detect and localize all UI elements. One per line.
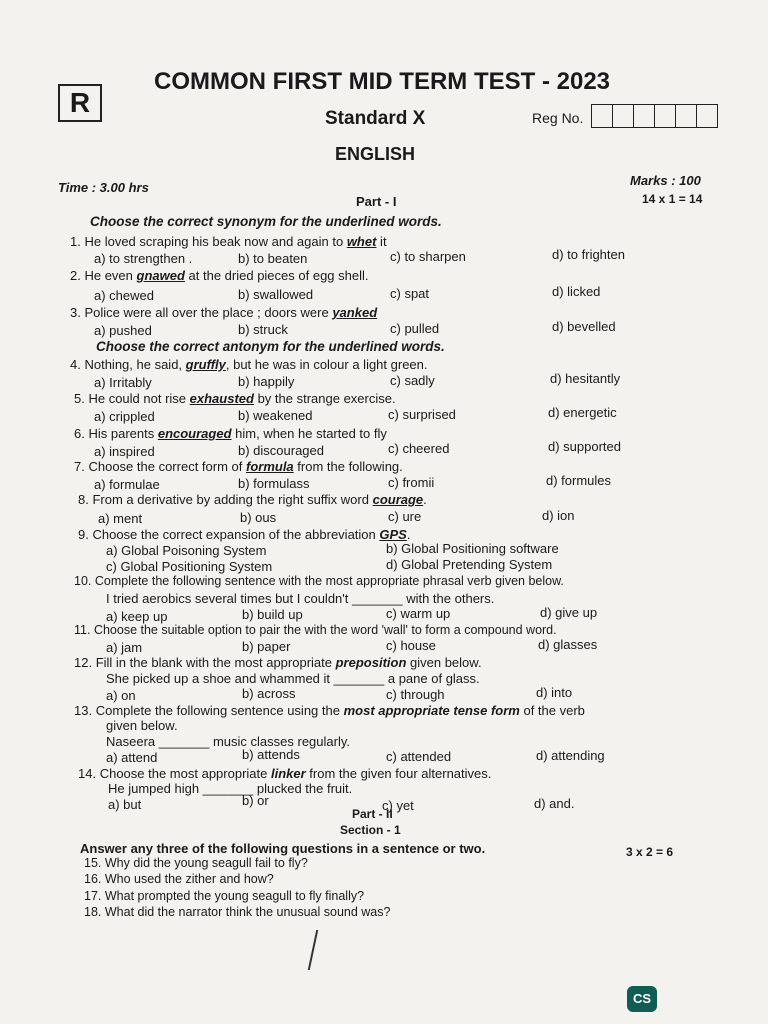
part1-marks-calc: 14 x 1 = 14 — [642, 192, 703, 206]
standard-label: Standard X — [325, 108, 426, 129]
q2-option-c: c) spat — [390, 286, 430, 301]
question-3: 3. Police were all over the place ; doors were yanked — [70, 305, 378, 320]
q5-option-b: b) weakened — [238, 408, 313, 423]
q3-option-b: b) struck — [238, 322, 288, 337]
q2-option-a: a) chewed — [94, 288, 154, 303]
part2-marks-calc: 3 x 2 = 6 — [626, 845, 674, 859]
question-11: 11. Choose the suitable option to pair the with the word 'wall' to form a compound word. — [74, 623, 557, 637]
reg-no-label: Reg No. — [532, 110, 584, 126]
question-14-sentence: He jumped high _______ plucked the fruit. — [108, 781, 353, 796]
q12-option-c: c) through — [386, 687, 445, 702]
q6-option-c: c) cheered — [388, 441, 450, 456]
question-7: 7. Choose the correct form of formula from the following. — [74, 459, 403, 474]
q10-option-a: a) keep up — [106, 609, 168, 624]
question-15: 15. Why did the young seagull fail to fly? — [84, 856, 308, 870]
question-16: 16. Who used the zither and how? — [84, 872, 274, 886]
q9-option-c: c) Global Positioning System — [106, 559, 273, 574]
exam-title: COMMON FIRST MID TERM TEST - 2023 — [154, 68, 611, 95]
q4-option-c: c) sadly — [390, 373, 435, 388]
r-label-box: R — [58, 84, 102, 122]
q3-option-a: a) pushed — [94, 323, 152, 338]
part2-title: Part - II — [352, 807, 393, 821]
q13-option-c: c) attended — [386, 749, 452, 764]
q1-option-b: b) to beaten — [238, 251, 308, 266]
q8-option-d: d) ion — [542, 508, 575, 523]
question-9: 9. Choose the correct expansion of the abbreviation GPS. — [78, 527, 411, 542]
q7-option-a: a) formulae — [94, 477, 160, 492]
question-10-sentence: I tried aerobics several times but I couldn't _______ with the others. — [106, 591, 495, 606]
camscanner-badge: CS — [627, 986, 657, 1012]
question-6: 6. His parents encouraged him, when he started to fly — [74, 426, 387, 441]
section-1-label: Section - 1 — [340, 823, 401, 837]
q1-option-a: a) to strengthen . — [94, 251, 193, 266]
instruction-synonym: Choose the correct synonym for the underlined words. — [90, 214, 442, 229]
q2-option-d: d) licked — [552, 284, 601, 299]
q7-option-b: b) formulass — [238, 476, 310, 491]
q6-option-b: b) discouraged — [238, 443, 324, 458]
q14-option-d: d) and. — [534, 796, 575, 811]
question-1: 1. He loved scraping his beak now and again to whet it — [70, 234, 387, 249]
q7-option-d: d) formules — [546, 473, 612, 488]
q11-option-b: b) paper — [242, 639, 291, 654]
q10-option-c: c) warm up — [386, 606, 451, 621]
q11-option-d: d) glasses — [538, 637, 598, 652]
question-13-sentence: Naseera _______ music classes regularly. — [106, 734, 350, 749]
q4-option-b: b) happily — [238, 374, 295, 389]
question-14: 14. Choose the most appropriate linker from the given four alternatives. — [78, 766, 492, 781]
q4-option-d: d) hesitantly — [550, 371, 621, 386]
q13-option-d: d) attending — [536, 748, 605, 763]
q9-option-b: b) Global Positioning software — [386, 541, 559, 556]
q8-option-a: a) ment — [98, 511, 143, 526]
question-5: 5. He could not rise exhausted by the strange exercise. — [74, 391, 396, 406]
question-13-given: given below. — [106, 718, 178, 733]
q2-option-b: b) swallowed — [238, 287, 314, 302]
q1-option-d: d) to frighten — [552, 247, 625, 262]
part1-title: Part - I — [356, 194, 397, 209]
q13-option-a: a) attend — [106, 750, 158, 765]
q10-option-b: b) build up — [242, 607, 303, 622]
q6-option-d: d) supported — [548, 439, 621, 454]
q12-option-d: d) into — [536, 685, 573, 700]
question-18: 18. What did the narrator think the unusual sound was? — [84, 905, 391, 919]
q9-option-d: d) Global Pretending System — [386, 557, 553, 572]
question-2: 2. He even gnawed at the dried pieces of egg shell. — [70, 268, 369, 283]
q9-option-a: a) Global Poisoning System — [106, 543, 267, 558]
instruction-antonym: Choose the correct antonym for the underlined words. — [96, 339, 445, 354]
q14-option-b: b) or — [242, 793, 269, 808]
q12-option-a: a) on — [106, 688, 136, 703]
time-label: Time : 3.00 hrs — [58, 180, 149, 195]
q8-option-c: c) ure — [388, 509, 422, 524]
q13-option-b: b) attends — [242, 747, 300, 762]
q5-option-d: d) energetic — [548, 405, 617, 420]
pen-mark — [308, 930, 337, 970]
part2-instruction: Answer any three of the following questions in a sentence or two. — [80, 841, 486, 856]
question-17: 17. What prompted the young seagull to fly finally? — [84, 889, 365, 903]
question-13: 13. Complete the following sentence using the most appropriate tense form of the verb — [74, 703, 585, 718]
question-4: 4. Nothing, he said, gruffly, but he was in colour a light green. — [70, 357, 428, 372]
q8-option-b: b) ous — [240, 510, 277, 525]
q5-option-a: a) crippled — [94, 409, 155, 424]
q14-option-a: a) but — [108, 797, 142, 812]
q4-option-a: a) Irritably — [94, 375, 152, 390]
q1-option-c: c) to sharpen — [390, 249, 466, 264]
q14-option-c: c) yet — [382, 798, 414, 813]
q12-option-b: b) across — [242, 686, 296, 701]
marks-label: Marks : 100 — [630, 173, 701, 188]
q10-option-d: d) give up — [540, 605, 598, 620]
q5-option-c: c) surprised — [388, 407, 456, 422]
question-10: 10. Complete the following sentence with the most appropriate phrasal verb given below. — [74, 574, 564, 588]
question-8: 8. From a derivative by adding the right suffix word courage. — [78, 492, 427, 507]
q11-option-a: a) jam — [106, 640, 143, 655]
q6-option-a: a) inspired — [94, 444, 155, 459]
q11-option-c: c) house — [386, 638, 436, 653]
q7-option-c: c) fromii — [388, 475, 435, 490]
subject-label: ENGLISH — [335, 144, 416, 164]
q3-option-d: d) bevelled — [552, 319, 616, 334]
question-12-sentence: She picked up a shoe and whammed it _______ a pane of glass. — [106, 671, 480, 686]
reg-no-boxes — [591, 104, 718, 128]
question-12: 12. Fill in the blank with the most appropriate preposition given below. — [74, 655, 482, 670]
q3-option-c: c) pulled — [390, 321, 440, 336]
